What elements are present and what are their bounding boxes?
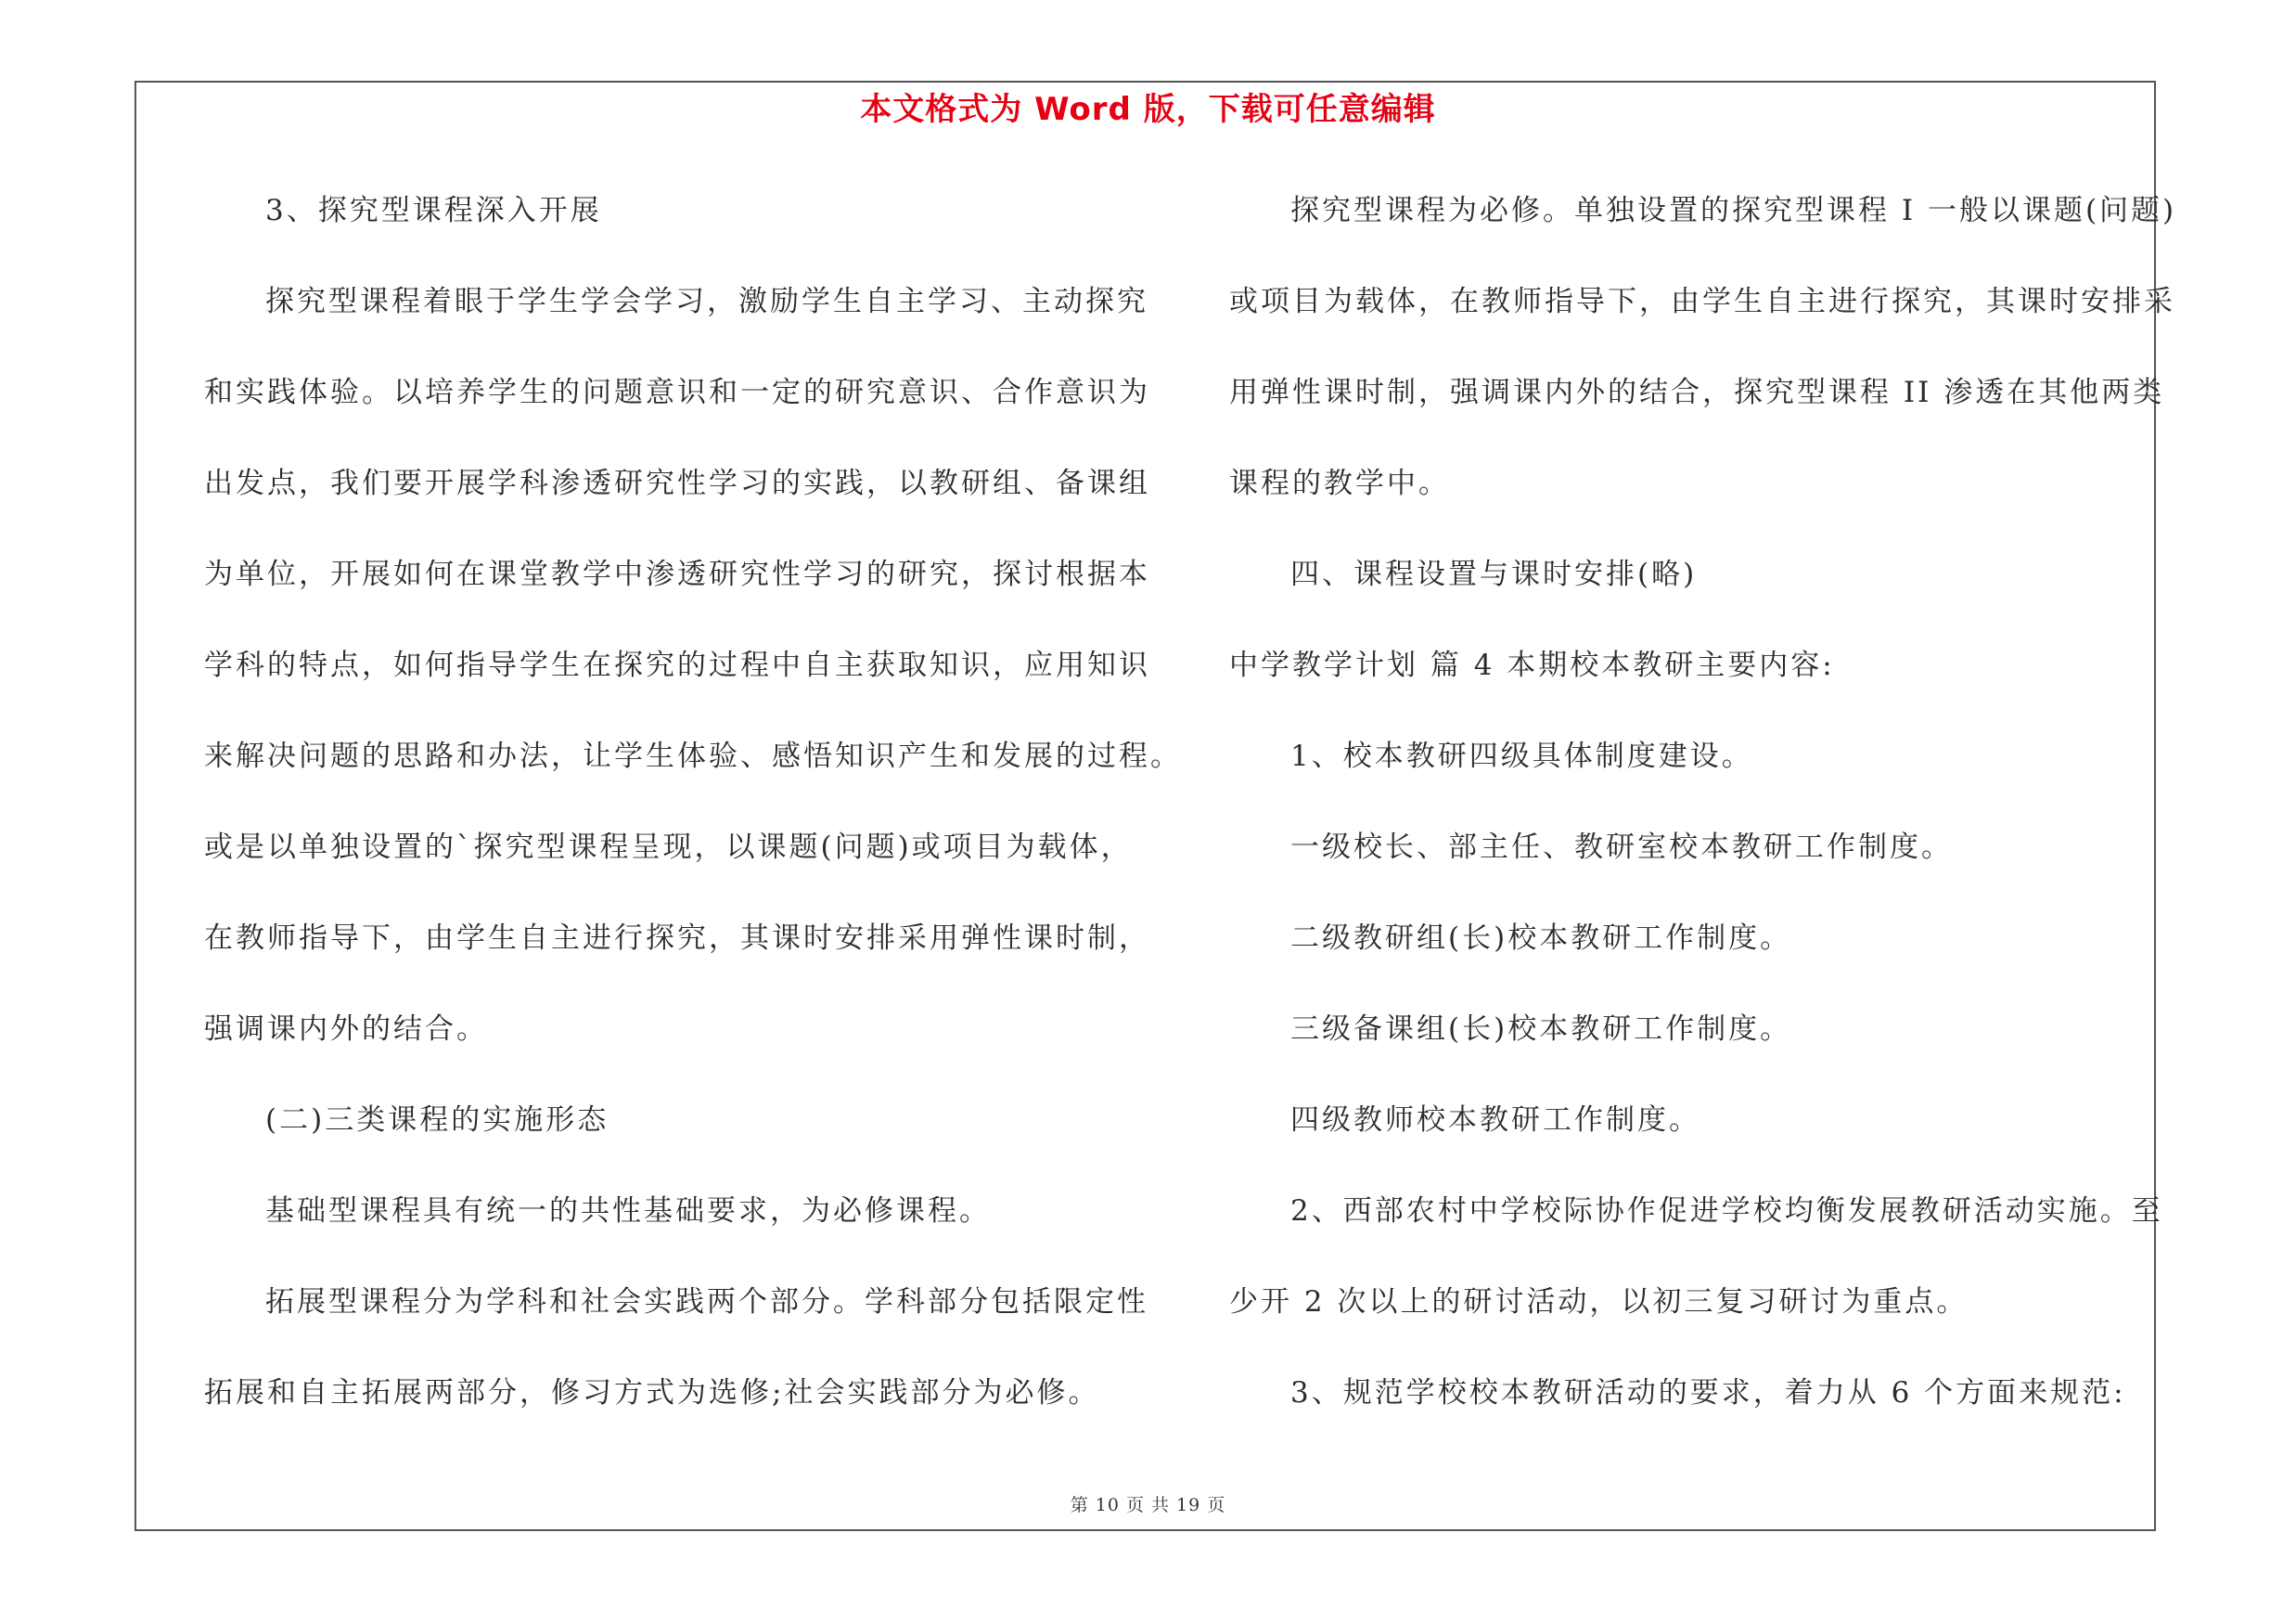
left-text-column <box>204 182 1182 1455</box>
text-line: 或项目为载体，在教师指导下，由学生自主进行探究，其课时安排采 <box>1229 285 2175 318</box>
text-line: 二级教研组(长)校本教研工作制度。 <box>1290 921 1792 955</box>
text-line: 出发点，我们要开展学科渗透研究性学习的实践，以教研组、备课组 <box>204 467 1150 500</box>
text-line: 四级教师校本教研工作制度。 <box>1290 1103 1700 1137</box>
text-line: 强调课内外的结合。 <box>204 1012 488 1046</box>
text-line: 拓展和自主拓展两部分，修习方式为选修;社会实践部分为必修。 <box>204 1376 1100 1410</box>
text-line: 1、校本教研四级具体制度建设。 <box>1290 740 1753 773</box>
page-number-footer: 第 10 页 共 19 页 <box>1070 1495 1226 1515</box>
text-line: 用弹性课时制，强调课内外的结合，探究型课程 II 渗透在其他两类 <box>1229 376 2165 409</box>
text-line: 来解决问题的思路和办法，让学生体验、感悟知识产生和发展的过程。 <box>204 740 1182 773</box>
text-line: 基础型课程具有统一的共性基础要求，为必修课程。 <box>265 1194 991 1228</box>
text-line: 或是以单独设置的`探究型课程呈现，以课题(问题)或项目为载体， <box>204 831 1133 864</box>
text-line: 课程的教学中。 <box>1229 467 1450 500</box>
text-line: 2、西部农村中学校际协作促进学校均衡发展教研活动实施。至 <box>1290 1194 2163 1228</box>
text-line: 探究型课程着眼于学生学会学习，激励学生自主学习、主动探究 <box>265 285 1148 318</box>
text-line: 在教师指导下，由学生自主进行探究，其课时安排采用弹性课时制， <box>204 921 1150 955</box>
text-line: 拓展型课程分为学科和社会实践两个部分。学科部分包括限定性 <box>265 1285 1148 1319</box>
text-line: 和实践体验。以培养学生的问题意识和一定的研究意识、合作意识为 <box>204 376 1150 409</box>
text-line: 三级备课组(长)校本教研工作制度。 <box>1290 1012 1792 1046</box>
right-text-column <box>1229 182 2177 1455</box>
format-banner: 本文格式为 Word 版，下载可任意编辑 <box>860 91 1436 128</box>
text-line: 学科的特点，如何指导学生在探究的过程中自主获取知识，应用知识 <box>204 649 1150 682</box>
text-line: 四、课程设置与课时安排(略) <box>1290 558 1698 591</box>
text-line: 探究型课程为必修。单独设置的探究型课程 I 一般以课题(问题) <box>1290 194 2177 227</box>
text-line: 3、探究型课程深入开展 <box>265 194 602 227</box>
text-line: 一级校长、部主任、教研室校本教研工作制度。 <box>1290 831 1953 864</box>
text-line: 为单位，开展如何在课堂教学中渗透研究性学习的研究，探讨根据本 <box>204 558 1150 591</box>
text-line: 中学教学计划 篇 4 本期校本教研主要内容: <box>1229 649 1835 682</box>
text-line: 3、规范学校校本教研活动的要求，着力从 6 个方面来规范: <box>1290 1376 2126 1410</box>
text-line: (二)三类课程的实施形态 <box>265 1103 609 1137</box>
text-line: 少开 2 次以上的研讨活动，以初三复习研讨为重点。 <box>1229 1285 1969 1319</box>
